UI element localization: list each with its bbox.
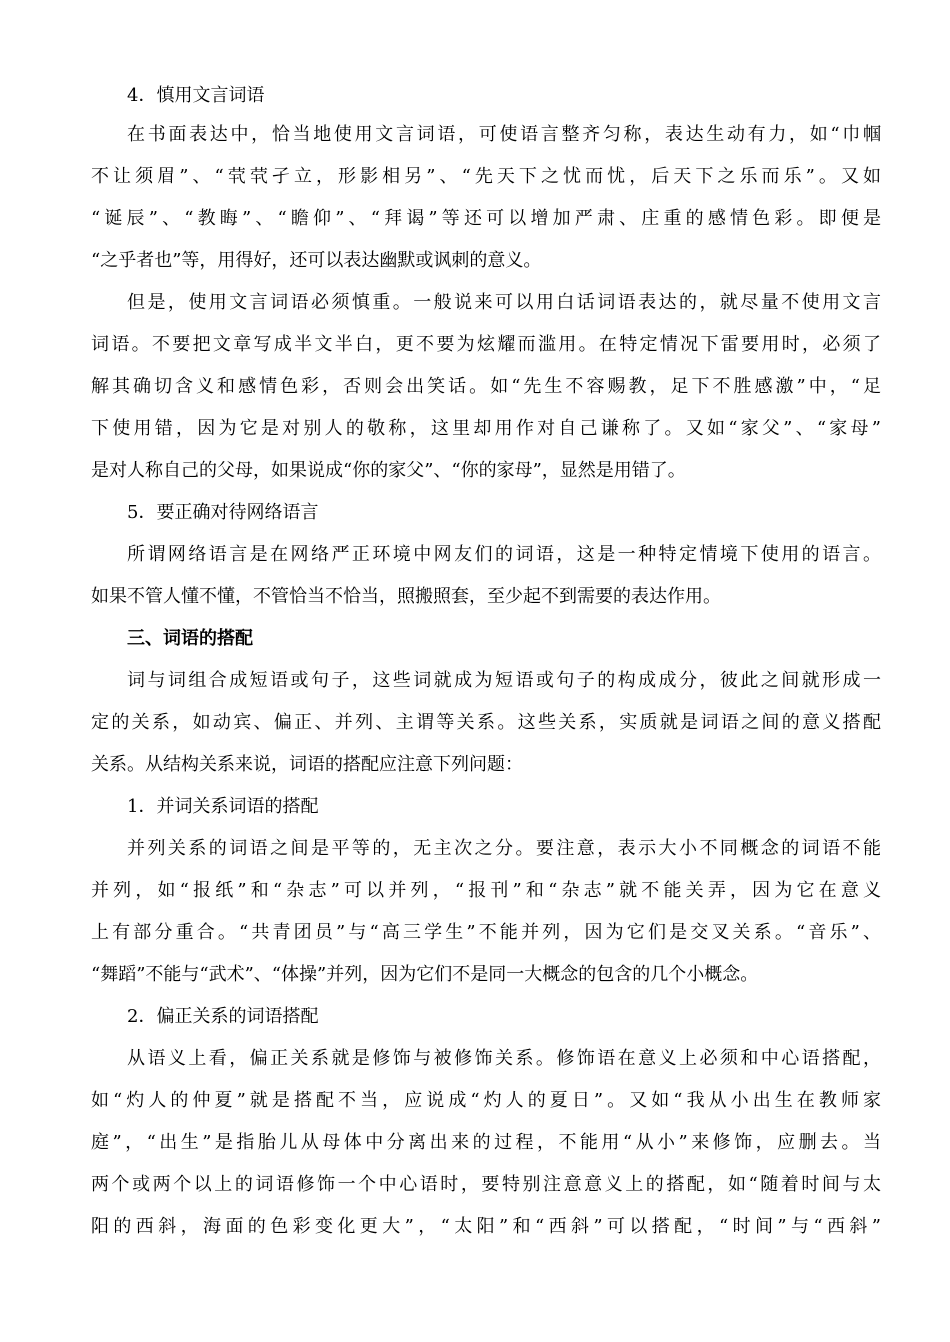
heading-item-5: 5．要正确对待网络语言 bbox=[127, 502, 319, 523]
paragraph-line: “之乎者也”等，用得好，还可以表达幽默或讽刺的意义。 bbox=[91, 250, 542, 271]
paragraph-line: 关系。从结构关系来说，词语的搭配应注意下列问题： bbox=[91, 754, 523, 775]
paragraph-line: 词与词组合成短语或句子，这些词就成为短语或句子的构成成分，彼此之间就形成一 bbox=[127, 670, 881, 691]
paragraph-line: 两个或两个以上的词语修饰一个中心语时，要特别注意意义上的搭配，如“随着时间与太 bbox=[91, 1174, 881, 1195]
paragraph-line: 解其确切含义和感情色彩，否则会出笑话。如“先生不容赐教，足下不胜感激”中，“足 bbox=[91, 376, 881, 397]
paragraph-line: 下使用错，因为它是对别人的敬称，这里却用作对自己谦称了。又如“家父”、“家母” bbox=[91, 418, 881, 439]
paragraph-line: 所谓网络语言是在网络严正环境中网友们的词语，这是一种特定情境下使用的语言。 bbox=[127, 544, 881, 565]
heading-item-4: 4．慎用文言词语 bbox=[127, 85, 265, 106]
paragraph-line: 是对人称自己的父母，如果说成“你的家父”、“你的家母”，显然是用错了。 bbox=[91, 460, 686, 481]
paragraph-line: 定的关系，如动宾、偏正、并列、主谓等关系。这些关系，实质就是词语之间的意义搭配 bbox=[91, 712, 881, 733]
paragraph-line: 阳的西斜，海面的色彩变化更大”，“太阳”和“西斜”可以搭配，“时间”与“西斜” bbox=[91, 1216, 881, 1237]
paragraph-line: 如“灼人的仲夏”就是搭配不当，应说成“灼人的夏日”。又如“我从小出生在教师家 bbox=[91, 1090, 881, 1111]
paragraph-line: “舞蹈”不能与“武术”、“体操”并列，因为它们不是同一大概念的包含的几个小概念。 bbox=[91, 964, 759, 985]
paragraph-line: 从语义上看，偏正关系就是修饰与被修饰关系。修饰语在意义上必须和中心语搭配， bbox=[127, 1048, 881, 1069]
paragraph-line: 不让须眉”、“茕茕孑立，形影相另”、“先天下之忧而忧，后天下之乐而乐”。又如 bbox=[91, 166, 881, 187]
heading-item-1: 1．并词关系词语的搭配 bbox=[127, 796, 319, 817]
heading-item-2: 2．偏正关系的词语搭配 bbox=[127, 1006, 319, 1027]
paragraph-line: 词语。不要把文章写成半文半白，更不要为炫耀而滥用。在特定情况下雷要用时，必须了 bbox=[91, 334, 881, 355]
paragraph-line: 但是，使用文言词语必须慎重。一般说来可以用白话词语表达的，就尽量不使用文言 bbox=[127, 292, 881, 313]
paragraph-line: 并列关系的词语之间是平等的，无主次之分。要注意，表示大小不同概念的词语不能 bbox=[127, 838, 881, 859]
paragraph-line: 庭”，“出生”是指胎儿从母体中分离出来的过程，不能用“从小”来修饰，应删去。当 bbox=[91, 1132, 881, 1153]
paragraph-line: “诞辰”、“教晦”、“瞻仰”、“拜谒”等还可以增加严肃、庄重的感情色彩。即便是 bbox=[91, 208, 881, 229]
paragraph-line: 并列，如“报纸”和“杂志”可以并列，“报刊”和“杂志”就不能关弄，因为它在意义 bbox=[91, 880, 881, 901]
paragraph-line: 在书面表达中，恰当地使用文言词语，可使语言整齐匀称，表达生动有力，如“巾帼 bbox=[127, 124, 881, 145]
section-heading: 三、词语的搭配 bbox=[127, 628, 253, 649]
paragraph-line: 如果不管人懂不懂，不管恰当不恰当，照搬照套，至少起不到需要的表达作用。 bbox=[91, 586, 721, 607]
paragraph-line: 上有部分重合。“共青团员”与“高三学生”不能并列，因为它们是交叉关系。“音乐”、 bbox=[91, 922, 881, 943]
